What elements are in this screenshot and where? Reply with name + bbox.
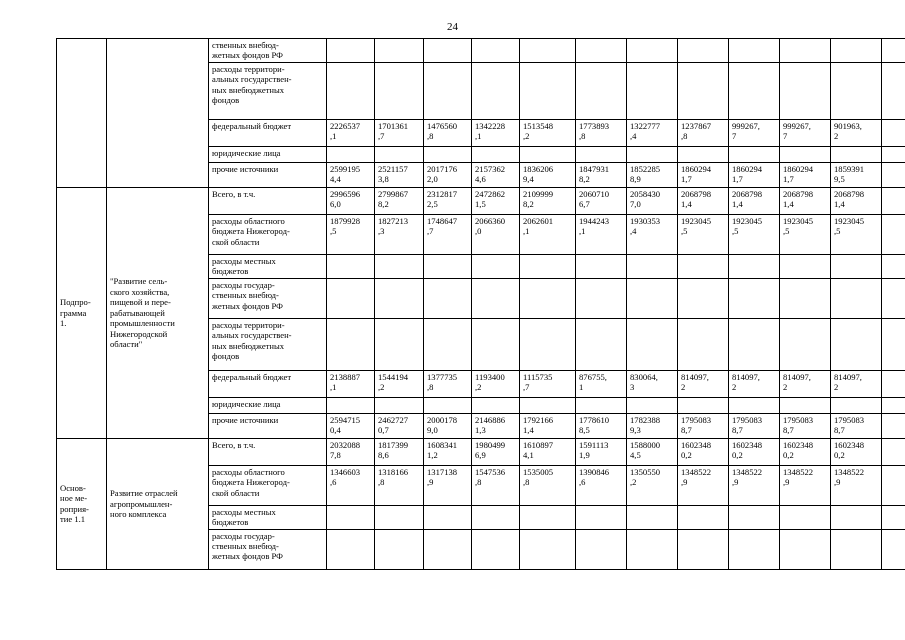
value-cell (882, 465, 905, 505)
value-cell (729, 397, 780, 413)
value-cell: 2066360 ,0 (472, 215, 520, 255)
value-cell (327, 63, 375, 120)
value-cell: 1602348 0,2 (780, 438, 831, 465)
value-cell: 1602348 0,2 (678, 438, 729, 465)
funding-source-label: расходы местных бюджетов (209, 255, 327, 279)
value-cell (780, 278, 831, 318)
value-cell: 2521157 3,8 (375, 163, 424, 188)
value-cell: 1348522 ,9 (831, 465, 882, 505)
value-cell: 1377735 ,8 (424, 370, 472, 397)
value-cell (882, 370, 905, 397)
value-cell (576, 255, 627, 279)
value-cell: 1342228 ,1 (472, 120, 520, 147)
value-cell (882, 318, 905, 370)
table-row (57, 188, 905, 215)
value-cell: 2000178 9,0 (424, 413, 472, 438)
value-cell: 2068798 1,4 (831, 188, 882, 215)
value-cell: 2138887 ,1 (327, 370, 375, 397)
value-cell: 1317138 ,9 (424, 465, 472, 505)
value-cell: 814097, 2 (729, 370, 780, 397)
value-cell: 1348522 ,9 (729, 465, 780, 505)
funding-source-label: расходы областного бюджета Нижегород- ской области (209, 215, 327, 255)
value-cell (375, 255, 424, 279)
value-cell (678, 505, 729, 529)
value-cell: 814097, 2 (780, 370, 831, 397)
value-cell: 814097, 2 (831, 370, 882, 397)
value-cell (729, 255, 780, 279)
value-cell: 1610897 4,1 (520, 438, 576, 465)
value-cell (882, 278, 905, 318)
value-cell (576, 63, 627, 120)
value-cell (472, 505, 520, 529)
value-cell (780, 255, 831, 279)
value-cell: 1318166 ,8 (375, 465, 424, 505)
value-cell (576, 529, 627, 569)
value-cell: 1782388 9,3 (627, 413, 678, 438)
value-cell (882, 255, 905, 279)
value-cell (729, 505, 780, 529)
value-cell (882, 413, 905, 438)
value-cell: 1390846 ,6 (576, 465, 627, 505)
value-cell: 1923045 ,5 (831, 215, 882, 255)
value-cell: 1322777 ,4 (627, 120, 678, 147)
value-cell: 1847931 8,2 (576, 163, 627, 188)
value-cell: 1701361 ,7 (375, 120, 424, 147)
value-cell (882, 120, 905, 147)
budget-table (56, 38, 905, 570)
value-cell (627, 397, 678, 413)
value-cell (678, 278, 729, 318)
value-cell (831, 318, 882, 370)
table-row (57, 39, 905, 63)
value-cell (375, 397, 424, 413)
value-cell (780, 63, 831, 120)
value-cell: 1476560 ,8 (424, 120, 472, 147)
value-cell: 1588000 4,5 (627, 438, 678, 465)
value-cell: 1778610 8,5 (576, 413, 627, 438)
value-cell: 1980499 6,9 (472, 438, 520, 465)
value-cell: 1923045 ,5 (729, 215, 780, 255)
funding-source-label: расходы государ- ственных внебюд- жетных фондов РФ (209, 278, 327, 318)
value-cell (627, 63, 678, 120)
value-cell: 1544194 ,2 (375, 370, 424, 397)
value-cell: 2996596 6,0 (327, 188, 375, 215)
value-cell: 1773893 ,8 (576, 120, 627, 147)
value-cell (327, 278, 375, 318)
value-cell (424, 397, 472, 413)
funding-source-label: юридические лица (209, 147, 327, 163)
value-cell (678, 39, 729, 63)
funding-source-label: ственных внебюд- жетных фондов РФ (209, 39, 327, 63)
value-cell: 1795083 8,7 (831, 413, 882, 438)
value-cell (831, 278, 882, 318)
value-cell: 1860294 1,7 (780, 163, 831, 188)
value-cell: 1923045 ,5 (780, 215, 831, 255)
value-cell (327, 255, 375, 279)
value-cell (375, 39, 424, 63)
value-cell: 2472862 1,5 (472, 188, 520, 215)
value-cell (520, 278, 576, 318)
value-cell (678, 529, 729, 569)
value-cell: 2060710 6,7 (576, 188, 627, 215)
value-cell (327, 529, 375, 569)
value-cell (327, 39, 375, 63)
value-cell: 1827213 ,3 (375, 215, 424, 255)
value-cell: 999267, 7 (729, 120, 780, 147)
funding-source-label: федеральный бюджет (209, 370, 327, 397)
value-cell (424, 529, 472, 569)
value-cell: 2157362 4,6 (472, 163, 520, 188)
value-cell: 2462727 0,7 (375, 413, 424, 438)
value-cell (831, 529, 882, 569)
program-type-cell (57, 39, 107, 188)
table-row (57, 438, 905, 465)
value-cell: 2017176 2,0 (424, 163, 472, 188)
value-cell: 2226537 ,1 (327, 120, 375, 147)
value-cell: 1792166 1,4 (520, 413, 576, 438)
value-cell: 999267, 7 (780, 120, 831, 147)
value-cell: 1237867 ,8 (678, 120, 729, 147)
page-number: 24 (447, 21, 458, 33)
subprogram-type-cell: Подпро- грамма 1. (57, 188, 107, 439)
value-cell: 1350550 ,2 (627, 465, 678, 505)
value-cell: 1115735 ,7 (520, 370, 576, 397)
value-cell: 1535005 ,8 (520, 465, 576, 505)
value-cell (472, 397, 520, 413)
value-cell (882, 147, 905, 163)
value-cell (424, 63, 472, 120)
value-cell (831, 505, 882, 529)
value-cell (472, 278, 520, 318)
value-cell (627, 505, 678, 529)
value-cell (831, 147, 882, 163)
value-cell (678, 147, 729, 163)
value-cell: 2799867 8,2 (375, 188, 424, 215)
value-cell: 2312817 2,5 (424, 188, 472, 215)
value-cell (780, 318, 831, 370)
value-cell (729, 278, 780, 318)
value-cell (327, 318, 375, 370)
value-cell (729, 39, 780, 63)
value-cell (375, 529, 424, 569)
value-cell (831, 63, 882, 120)
value-cell: 1860294 1,7 (678, 163, 729, 188)
value-cell (472, 318, 520, 370)
value-cell (424, 318, 472, 370)
value-cell: 814097, 2 (678, 370, 729, 397)
funding-source-label: Всего, в т.ч. (209, 188, 327, 215)
value-cell: 1944243 ,1 (576, 215, 627, 255)
value-cell (520, 529, 576, 569)
value-cell: 1602348 0,2 (831, 438, 882, 465)
value-cell (520, 505, 576, 529)
value-cell (729, 63, 780, 120)
value-cell: 830064, 3 (627, 370, 678, 397)
value-cell (375, 318, 424, 370)
value-cell (520, 63, 576, 120)
value-cell: 1859391 9,5 (831, 163, 882, 188)
value-cell: 2146886 1,3 (472, 413, 520, 438)
value-cell (882, 39, 905, 63)
value-cell (780, 397, 831, 413)
value-cell: 1795083 8,7 (729, 413, 780, 438)
value-cell: 1602348 0,2 (729, 438, 780, 465)
value-cell: 1513548 ,2 (520, 120, 576, 147)
value-cell (424, 39, 472, 63)
value-cell (424, 278, 472, 318)
value-cell: 2594715 0,4 (327, 413, 375, 438)
value-cell: 2068798 1,4 (780, 188, 831, 215)
value-cell (882, 163, 905, 188)
value-cell (831, 39, 882, 63)
activity-type-cell: Основ- ное ме- роприя- тие 1.1 (57, 438, 107, 569)
value-cell (424, 505, 472, 529)
value-cell (678, 63, 729, 120)
value-cell (729, 529, 780, 569)
value-cell: 1748647 ,7 (424, 215, 472, 255)
value-cell: 1836206 9,4 (520, 163, 576, 188)
value-cell (627, 147, 678, 163)
value-cell: 1193400 ,2 (472, 370, 520, 397)
value-cell: 1817399 8,6 (375, 438, 424, 465)
activity-name-cell: Развитие отраслей агропромышлен- ного комплекса (107, 438, 209, 569)
value-cell (627, 255, 678, 279)
value-cell (424, 255, 472, 279)
value-cell (472, 147, 520, 163)
value-cell (520, 318, 576, 370)
value-cell (327, 147, 375, 163)
value-cell (520, 147, 576, 163)
value-cell: 1608341 1,2 (424, 438, 472, 465)
value-cell: 2068798 1,4 (729, 188, 780, 215)
value-cell (678, 318, 729, 370)
value-cell: 2058430 7,0 (627, 188, 678, 215)
subprogram-name-cell: "Развитие сель- ского хозяйства, пищевой и пере- рабатывающей промышленности Нижегородской области" (107, 188, 209, 439)
value-cell (882, 438, 905, 465)
value-cell: 1879928 ,5 (327, 215, 375, 255)
value-cell (576, 318, 627, 370)
funding-source-label: федеральный бюджет (209, 120, 327, 147)
value-cell (882, 505, 905, 529)
value-cell (627, 318, 678, 370)
value-cell (780, 529, 831, 569)
value-cell: 1346603 ,6 (327, 465, 375, 505)
value-cell: 1860294 1,7 (729, 163, 780, 188)
value-cell (472, 255, 520, 279)
value-cell: 1930353 ,4 (627, 215, 678, 255)
value-cell (576, 147, 627, 163)
funding-source-label: расходы государ- ственных внебюд- жетных фондов РФ (209, 529, 327, 569)
value-cell (576, 278, 627, 318)
value-cell (729, 318, 780, 370)
value-cell (375, 278, 424, 318)
program-name-cell (107, 39, 209, 188)
value-cell: 2032088 7,8 (327, 438, 375, 465)
value-cell (780, 147, 831, 163)
value-cell: 1591113 1,9 (576, 438, 627, 465)
value-cell: 2062601 ,1 (520, 215, 576, 255)
funding-source-label: расходы территори- альных государствен- ных внебюджетных фондов (209, 318, 327, 370)
value-cell (472, 529, 520, 569)
value-cell: 1547536 ,8 (472, 465, 520, 505)
value-cell (627, 529, 678, 569)
value-cell (831, 255, 882, 279)
value-cell (375, 147, 424, 163)
funding-source-label: расходы местных бюджетов (209, 505, 327, 529)
value-cell (327, 397, 375, 413)
value-cell (831, 397, 882, 413)
value-cell (627, 39, 678, 63)
value-cell (780, 39, 831, 63)
value-cell (678, 397, 729, 413)
value-cell (520, 255, 576, 279)
funding-source-label: юридические лица (209, 397, 327, 413)
value-cell: 2599195 4,4 (327, 163, 375, 188)
value-cell: 2068798 1,4 (678, 188, 729, 215)
value-cell (472, 63, 520, 120)
value-cell (327, 505, 375, 529)
value-cell (882, 215, 905, 255)
value-cell (780, 505, 831, 529)
value-cell (882, 397, 905, 413)
value-cell (576, 39, 627, 63)
value-cell (576, 505, 627, 529)
funding-source-label: расходы областного бюджета Нижегород- ской области (209, 465, 327, 505)
value-cell (678, 255, 729, 279)
value-cell: 876755, 1 (576, 370, 627, 397)
value-cell (424, 147, 472, 163)
value-cell: 1852285 8,9 (627, 163, 678, 188)
value-cell (375, 63, 424, 120)
value-cell: 1348522 ,9 (780, 465, 831, 505)
value-cell (472, 39, 520, 63)
value-cell (882, 188, 905, 215)
value-cell (627, 278, 678, 318)
value-cell (520, 39, 576, 63)
value-cell: 2109999 8,2 (520, 188, 576, 215)
funding-source-label: прочие источники (209, 163, 327, 188)
value-cell: 1795083 8,7 (678, 413, 729, 438)
value-cell (375, 505, 424, 529)
value-cell: 901963, 2 (831, 120, 882, 147)
value-cell: 1923045 ,5 (678, 215, 729, 255)
funding-source-label: прочие источники (209, 413, 327, 438)
value-cell: 1795083 8,7 (780, 413, 831, 438)
value-cell: 1348522 ,9 (678, 465, 729, 505)
value-cell (520, 397, 576, 413)
value-cell (882, 63, 905, 120)
value-cell (729, 147, 780, 163)
funding-source-label: Всего, в т.ч. (209, 438, 327, 465)
value-cell (576, 397, 627, 413)
value-cell (882, 529, 905, 569)
funding-source-label: расходы территори- альных государствен- ных внебюджетных фондов (209, 63, 327, 120)
